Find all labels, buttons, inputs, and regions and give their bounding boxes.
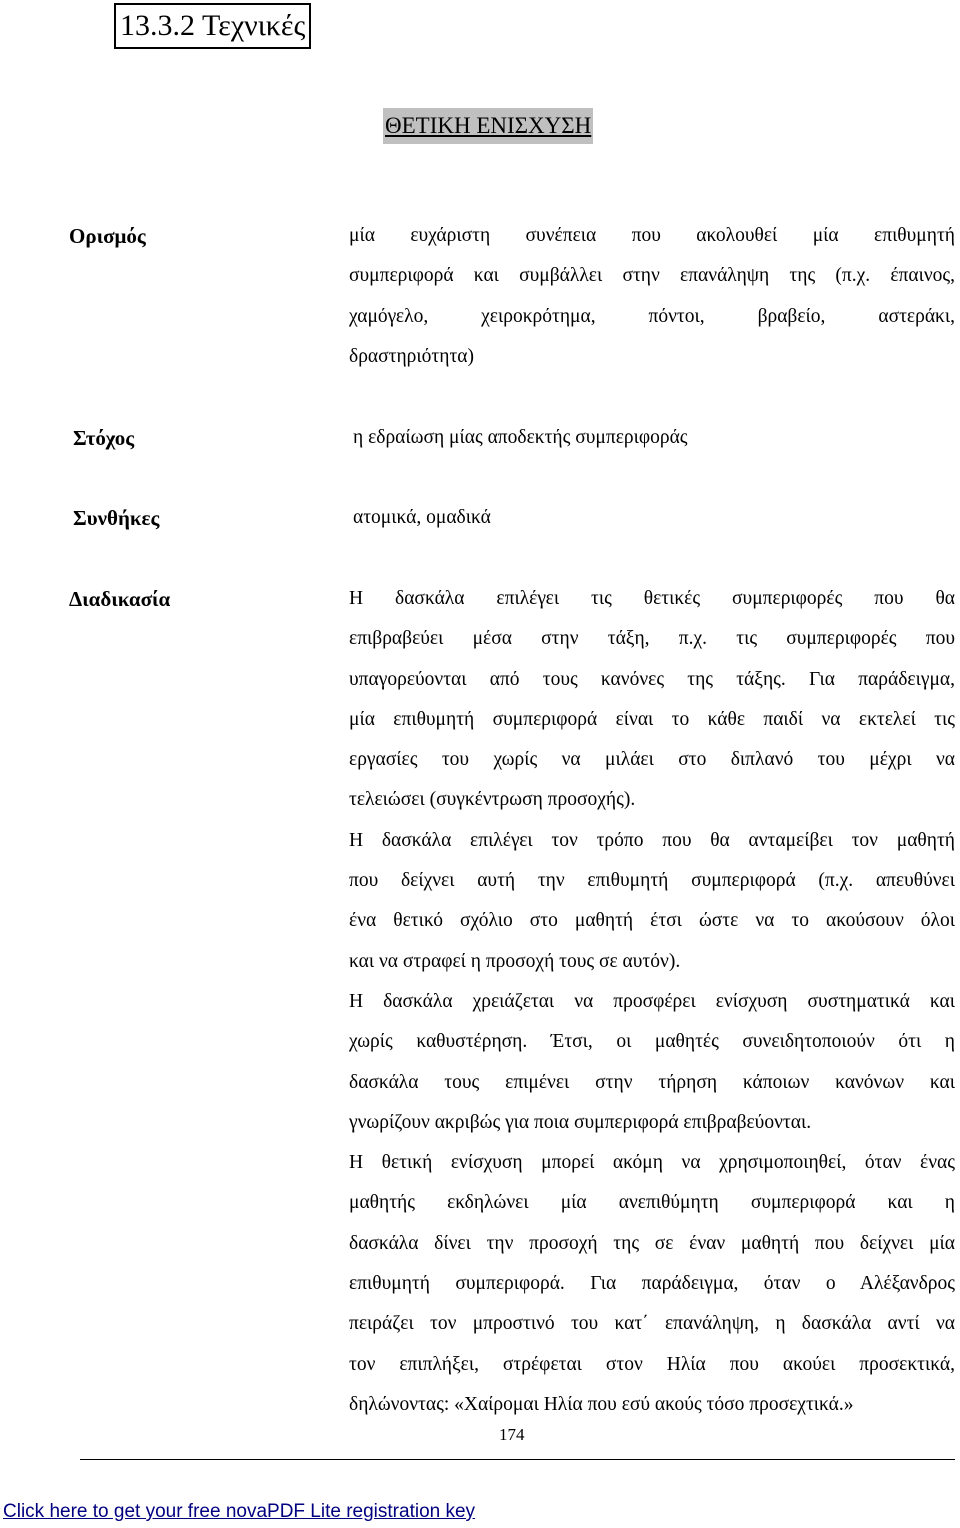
procedure-line: Η δασκάλα χρειάζεται να προσφέρει ενίσχυση συστηματικά και <box>349 990 955 1012</box>
procedure-line: Η δασκάλα επιλέγει τις θετικές συμπεριφορές που θα <box>349 588 955 609</box>
procedure-line: δηλώνοντας: «Χαίρομαι Ηλία που εσύ ακούς τόσο προσεχτικά.» <box>349 1393 854 1415</box>
definition-line: μία ευχάριστη συνέπεια που ακολουθεί μία επιθυμητή <box>349 225 955 246</box>
definition-line: δραστηριότητα) <box>349 345 474 367</box>
goal-text: η εδραίωση μίας αποδεκτής συμπεριφοράς <box>353 427 688 448</box>
conditions-label: Συνθήκες <box>73 506 160 530</box>
procedure-line: μαθητής εκδηλώνει μία ανεπιθύμητη συμπεριφορά και η <box>349 1192 955 1214</box>
procedure-line: υπαγορεύονται από τους κανόνες της τάξης. Για παράδειγμα, <box>349 668 955 690</box>
section-heading: 13.3.2 Τεχνικές <box>114 3 311 49</box>
page-number: 174 <box>499 1425 525 1444</box>
procedure-line: Η δασκάλα επιλέγει τον τρόπο που θα ανταμείβει τον μαθητή <box>349 829 955 851</box>
definition-line: συμπεριφορά και συμβάλλει στην επανάληψη της (π.χ. έπαινος, <box>349 265 955 287</box>
procedure-line: δασκάλα δίνει την προσοχή της σε έναν μαθητή που δείχνει μία <box>349 1232 955 1254</box>
procedure-line: επιθυμητή συμπεριφορά. Για παράδειγμα, όταν ο Αλέξανδρος <box>349 1273 955 1295</box>
procedure-line: επιβραβεύει μέσα στην τάξη, π.χ. τις συμπεριφορές που <box>349 628 955 650</box>
procedure-line: που δείχνει αυτή την επιθυμητή συμπεριφορά (π.χ. απευθύνει <box>349 870 955 892</box>
procedure-line: τελειώσει (συγκέντρωση προσοχής). <box>349 789 636 811</box>
procedure-line: τον επιπλήξει, στρέφεται στον Ηλία που ακούει προσεκτικά, <box>349 1353 955 1375</box>
definition-text <box>349 216 955 377</box>
procedure-label: Διαδικασία <box>69 587 171 611</box>
procedure-line: ένα θετικό σχόλιο στο μαθητή έτσι ώστε να το ακούσουν όλοι <box>349 910 955 932</box>
procedure-line: Η θετική ενίσχυση μπορεί ακόμη να χρησιμοποιηθεί, όταν ένας <box>349 1152 955 1174</box>
conditions-text: ατομικά, ομαδικά <box>353 507 491 528</box>
procedure-line: γνωρίζουν ακριβώς για ποια συμπεριφορά επιβραβεύονται. <box>349 1111 812 1133</box>
procedure-line: χωρίς καθυστέρηση. Έτσι, οι μαθητές συνειδητοποιούν ότι η <box>349 1031 955 1053</box>
footer-divider <box>80 1459 955 1460</box>
page-title: ΘΕΤΙΚΗ ΕΝΙΣΧΥΣΗ <box>383 108 593 144</box>
definition-line: χαμόγελο, χειροκρότημα, πόντοι, βραβείο, αστεράκι, <box>349 305 955 327</box>
procedure-text <box>349 579 955 1425</box>
registration-link[interactable]: Click here to get your free novaPDF Lite registration key <box>3 1501 476 1522</box>
goal-label: Στόχος <box>73 426 135 450</box>
definition-label: Ορισμός <box>69 224 146 248</box>
procedure-line: πειράζει τον μπροστινό του κατ΄ επανάληψη, η δασκάλα αντί να <box>349 1313 955 1335</box>
procedure-line: και να στραφεί η προσοχή τους σε αυτόν). <box>349 950 681 972</box>
procedure-line: μία επιθυμητή συμπεριφορά είναι το κάθε παιδί να εκτελεί τις <box>349 708 955 730</box>
procedure-line: εργασίες του χωρίς να μιλάει στο διπλανό του μέχρι να <box>349 749 955 771</box>
procedure-line: δασκάλα τους επιμένει στην τήρηση κάποιων κανόνων και <box>349 1071 955 1093</box>
